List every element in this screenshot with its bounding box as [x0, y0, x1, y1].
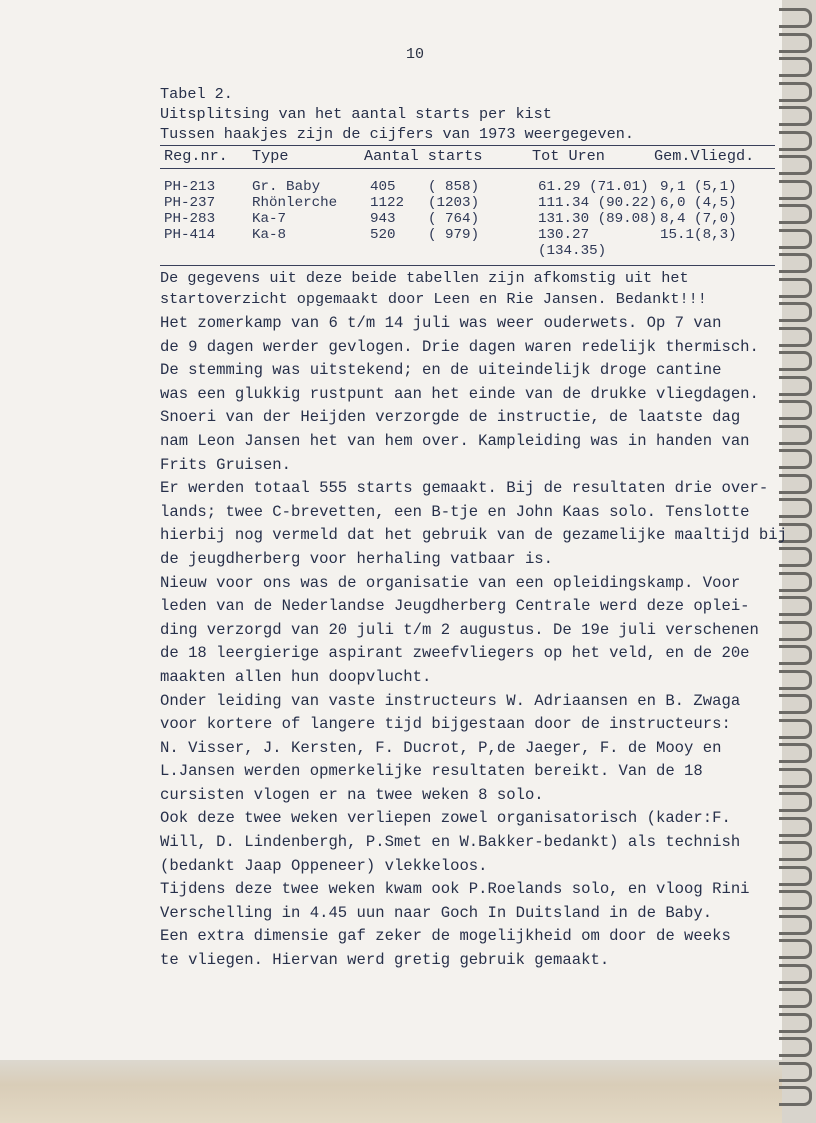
text-line: de 18 leergierige aspirant zweefvliegers op het veld, en de 20e	[160, 644, 750, 663]
cell-starts-1973: (1203)	[428, 195, 480, 211]
binding-ring	[779, 33, 812, 53]
cell-hours: 61.29 (71.01)	[538, 179, 649, 195]
cell-type: Gr. Baby	[252, 179, 321, 195]
text-line: Een extra dimensie gaf zeker de mogelijkheid om door de weeks	[160, 927, 731, 946]
cell-starts: 405	[370, 179, 396, 195]
cell-reg: PH-283	[164, 211, 216, 227]
header-type: Type	[252, 147, 289, 165]
document-body	[160, 84, 790, 973]
text-line: de 9 dagen werder gevlogen. Drie dagen waren redelijk thermisch.	[160, 337, 759, 356]
text-line: cursisten vlogen er na twee weken 8 solo.	[160, 785, 544, 804]
text-line: Onder leiding van vaste instructeurs W. Adriaansen en B. Zwaga	[160, 691, 741, 710]
text-line: Will, D. Lindenbergh, P.Smet en W.Bakker-bedankt) als technish	[160, 833, 741, 852]
text-line: Ook deze twee weken verliepen zowel organisatorisch (kader:F.	[160, 809, 731, 828]
table-row	[164, 179, 790, 195]
table-row	[164, 211, 790, 227]
binding-ring	[779, 988, 812, 1008]
text-line: Er werden totaal 555 starts gemaakt. Bij de resultaten drie over-	[160, 479, 769, 498]
cell-starts-1973: ( 764)	[428, 211, 480, 227]
text-line: De gegevens uit deze beide tabellen zijn afkomstig uit het	[160, 269, 689, 287]
text-line: ding verzorgd van 20 juli t/m 2 augustus. De 19e juli verschenen	[160, 620, 759, 639]
cell-starts: 943	[370, 211, 396, 227]
cell-reg: PH-414	[164, 227, 216, 243]
cell-avg: 9,1 (5,1)	[660, 179, 737, 195]
header-hours: Tot Uren	[532, 147, 605, 165]
cell-type: Ka-8	[252, 227, 287, 243]
table-body	[160, 179, 790, 259]
report-text	[160, 312, 790, 973]
cell-hours: 130.27 (134.35)	[538, 227, 607, 259]
header-starts: Aantal starts	[364, 147, 483, 165]
text-line: Het zomerkamp van 6 t/m 14 juli was weer ouderwets. Op 7 van	[160, 314, 722, 332]
cell-type: Ka-7	[252, 211, 287, 227]
text-line: was een glukkig rustpunt aan het einde van de drukke vliegdagen.	[160, 384, 759, 403]
text-line: Snoeri van der Heijden verzorgde de instructie, de laatste dag	[160, 408, 741, 427]
table-header	[160, 146, 790, 166]
cell-starts-1973: ( 858)	[428, 179, 480, 195]
binding-ring	[779, 1062, 812, 1082]
text-line: hierbij nog vermeld dat het gebruik van de gezamelijke maaltijd bij	[160, 526, 787, 545]
text-line: lands; twee C-brevetten, een B-tje en John Kaas solo. Tenslotte	[160, 502, 750, 521]
cell-type: Rhönlerche	[252, 195, 338, 211]
text-line: nam Leon Jansen het van hem over. Kampleiding was in handen van	[160, 431, 750, 450]
binding-ring	[779, 1037, 812, 1057]
table-rule	[160, 168, 775, 169]
binding-ring	[779, 8, 812, 28]
cell-reg: PH-213	[164, 179, 216, 195]
table-title: Tabel 2.	[160, 85, 233, 103]
text-line: leden van de Nederlandse Jeugdherberg Centrale werd deze oplei-	[160, 597, 750, 616]
text-line: maakten allen hun doopvlucht.	[160, 667, 432, 686]
text-line: L.Jansen werden opmerkelijke resultaten bereikt. Van de 18	[160, 762, 703, 781]
cell-starts: 1122	[370, 195, 405, 211]
text-line: startoverzicht opgemaakt door Leen en Rie Jansen. Bedankt!!!	[160, 290, 707, 308]
source-note	[160, 268, 790, 310]
text-line: Tijdens deze twee weken kwam ook P.Roelands solo, en vloog Rini	[160, 880, 750, 899]
cell-avg: 15.1(8,3)	[660, 227, 737, 243]
cell-avg: 8,4 (7,0)	[660, 211, 737, 227]
text-line: De stemming was uitstekend; en de uiteindelijk droge cantine	[160, 361, 722, 380]
page-stack-edge	[0, 1060, 800, 1123]
text-line: de jeugdherberg voor herhaling vatbaar is.	[160, 549, 554, 568]
table-caption-line: Tussen haakjes zijn de cijfers van 1973 weergegeven.	[160, 125, 634, 143]
cell-avg: 6,0 (4,5)	[660, 195, 737, 211]
header-avg: Gem.Vliegd.	[654, 147, 755, 165]
cell-starts-1973: ( 979)	[428, 227, 480, 243]
table-row	[164, 195, 790, 211]
text-line: (bedankt Jaap Oppeneer) vlekkeloos.	[160, 856, 488, 875]
cell-hours: 111.34 (90.22)	[538, 195, 658, 211]
table-rule	[160, 265, 775, 266]
binding-ring	[779, 57, 812, 77]
page-number: 10	[406, 46, 425, 63]
text-line: te vliegen. Hiervan werd gretig gebruik gemaakt.	[160, 951, 610, 970]
cell-reg: PH-237	[164, 195, 216, 211]
header-reg: Reg.nr.	[164, 147, 228, 165]
text-line: Verschelling in 4.45 uun naar Goch In Duitsland in de Baby.	[160, 903, 713, 922]
cell-hours: 131.30 (89.08)	[538, 211, 658, 227]
cell-starts: 520	[370, 227, 396, 243]
binding-ring	[779, 1013, 812, 1033]
text-line: N. Visser, J. Kersten, F. Ducrot, P,de Jaeger, F. de Mooy en	[160, 738, 722, 757]
table-row	[164, 227, 790, 259]
text-line: Nieuw voor ons was de organisatie van een opleidingskamp. Voor	[160, 573, 741, 592]
text-line: Frits Gruisen.	[160, 455, 292, 474]
binding-ring	[779, 1086, 812, 1106]
table-caption-line: Uitsplitsing van het aantal starts per kist	[160, 105, 552, 123]
text-line: voor kortere of langere tijd bijgestaan door de instructeurs:	[160, 715, 731, 734]
